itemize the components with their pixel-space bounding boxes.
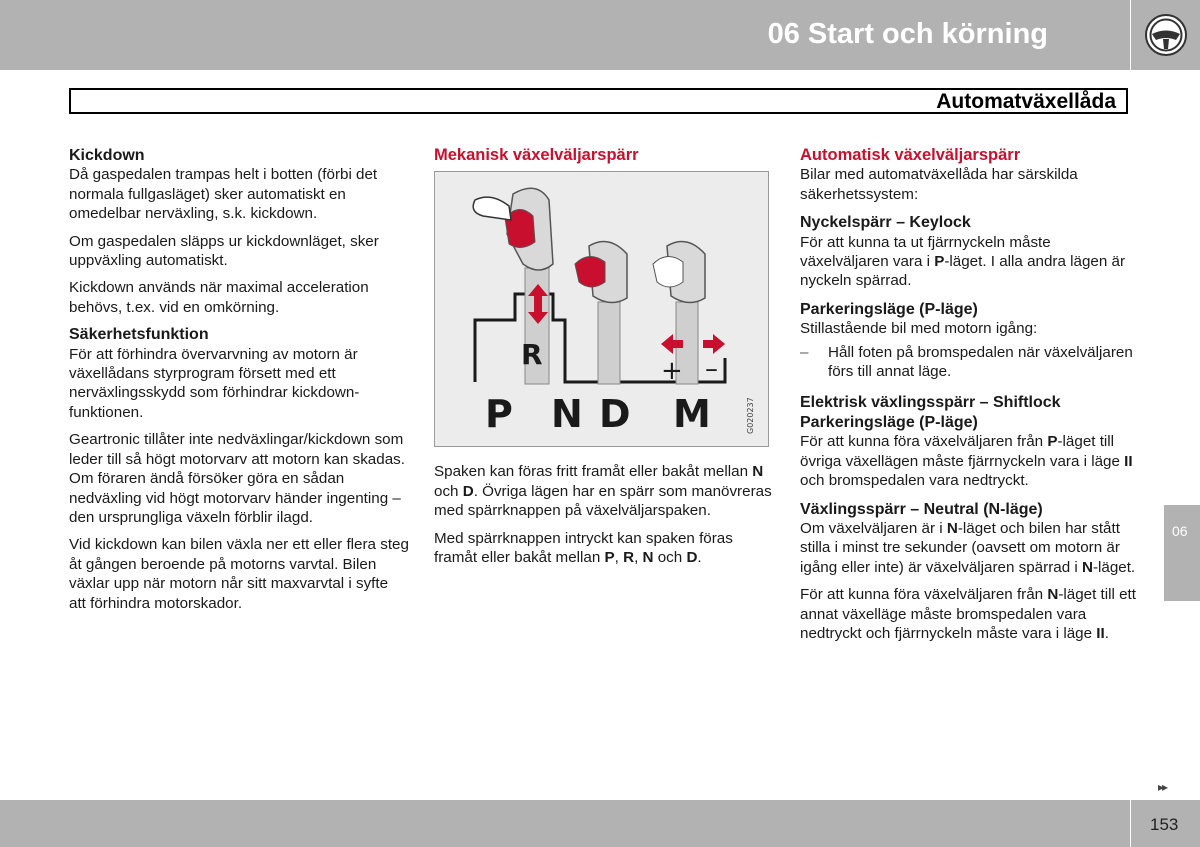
figure-code: G020237 xyxy=(746,397,755,435)
automatic-lock-intro: Bilar med automatväxellåda har särskilda säkerhetssystem: xyxy=(800,166,1078,203)
page-number: 153 xyxy=(1150,815,1179,834)
lever-shaft-d xyxy=(598,302,620,384)
park-bullet xyxy=(800,343,1136,382)
gear-selector-illustration xyxy=(434,171,769,447)
chapter-icon-box xyxy=(1131,0,1200,70)
park-bullet-text: Håll foten på bromspedalen när växelväljaren förs till annat läge. xyxy=(828,343,1133,381)
kickdown-paragraph-2: Om gaspedalen släpps ur kickdownläget, sker uppväxling automatiskt. xyxy=(69,232,379,270)
park-heading: Parkeringsläge (P-läge) xyxy=(800,300,978,318)
safety-heading: Säkerhetsfunktion xyxy=(69,326,209,344)
kickdown-heading: Kickdown xyxy=(69,147,145,164)
safety-paragraph-3: Vid kickdown kan bilen växla ner ett eller flera steg åt gången beroende på motorns varvtal. Bilen växlar upp när motorn når sitt maxvarvtal i syfte att förhindra motorskador. xyxy=(69,536,409,612)
mechanical-paragraph-1: Spaken kan föras fritt framåt eller bakåt mellan N och D. Övriga lägen har en spärr som manövreras med spärrknappen på växelväljarspaken. xyxy=(434,463,772,520)
n-label: N xyxy=(551,392,583,437)
safety-paragraph-2: Geartronic tillåter inte nedväxlingar/kickdown som leder till så högt motorvarv att motorn kan skadas. Om föraren ändå försöker göra en sådan nedväxling vid högt motorvarv händer ingenting – den ursprungliga växeln förblir ilagd. xyxy=(69,431,405,526)
column-middle xyxy=(434,146,774,575)
r-label: R xyxy=(521,338,543,372)
neutral-heading: Växlingsspärr – Neutral (N-läge) xyxy=(800,500,1043,518)
chapter-tab-label: 06 xyxy=(1172,523,1188,539)
automatic-lock-heading: Automatisk växelväljarspärr xyxy=(800,146,1021,164)
right-arrow xyxy=(703,334,725,354)
footer-band xyxy=(0,800,1130,847)
safety-paragraph-1: För att förhindra övervarvning av motorn är växellådans styrprogram försett med ett nerväxlingsskydd som förhindrar kickdown-funktionen. xyxy=(69,345,360,421)
shiftlock-heading: Elektrisk växlingsspärr – Shiftlock xyxy=(800,394,1061,412)
column-right xyxy=(800,146,1136,651)
plus-label: + xyxy=(661,356,683,387)
keylock-paragraph: För att kunna ta ut fjärrnyckeln måste växelväljaren vara i P-läget. I alla andra lägen är nyckeln spärrad. xyxy=(800,233,1126,290)
continue-arrows-icon: ▸▸ xyxy=(1158,780,1167,794)
shiftlock-subheading: Parkeringsläge (P-läge) xyxy=(800,413,978,431)
mechanical-lock-heading: Mekanisk växelväljarspärr xyxy=(434,146,639,164)
page-number-box xyxy=(1131,800,1200,847)
park-paragraph: Stillastående bil med motorn igång: xyxy=(800,320,1038,338)
lock-button-d xyxy=(575,257,605,288)
section-bar xyxy=(69,88,1128,114)
steering-wheel-icon xyxy=(1143,12,1189,58)
neutral-paragraph: Om växelväljaren är i N-läget och bilen har stått stilla i minst tre sekunder (oavsett om motorn är igång eller inte) är växelväljaren spärrad i N-läget. xyxy=(800,519,1136,576)
m-label: M xyxy=(673,392,711,437)
chapter-side-tab xyxy=(1164,505,1200,601)
neutral-paragraph-2: För att kunna föra växelväljaren från N-läget till ett annat växelläge måste bromspedalen vara nedtryckt och fjärrnyckeln måste vara i läge II. xyxy=(800,586,1136,642)
kickdown-paragraph-3: Kickdown används när maximal acceleration behövs, t.ex. vid en omkörning. xyxy=(69,279,369,316)
kickdown-paragraph-1: Då gaspedalen trampas helt i botten (förbi det normala fullgasläget) sker automatiskt en omedelbar nerväxling, s.k. kickdown. xyxy=(69,166,378,223)
shiftlock-paragraph: För att kunna föra växelväljaren från P-läget till övriga växellägen måste fjärrnyckeln vara i läge II och bromspedalen vara nedtryckt. xyxy=(800,433,1133,490)
column-left xyxy=(69,146,409,621)
dash-marker: – xyxy=(800,343,809,361)
hand-thumb xyxy=(473,197,511,220)
d-label: D xyxy=(599,392,631,437)
header-band xyxy=(0,0,1130,70)
minus-label: – xyxy=(705,354,718,385)
p-label: P xyxy=(485,392,513,437)
chapter-title: 06 Start och körning xyxy=(767,18,1048,50)
gear-selector-diagram xyxy=(435,172,768,446)
mechanical-paragraph-2: Med spärrknappen intryckt kan spaken föras framåt eller bakåt mellan P, R, N och D. xyxy=(434,529,733,567)
lock-button-m xyxy=(653,257,683,288)
keylock-heading: Nyckelspärr – Keylock xyxy=(800,214,971,232)
section-title: Automatväxellåda xyxy=(936,90,1116,113)
